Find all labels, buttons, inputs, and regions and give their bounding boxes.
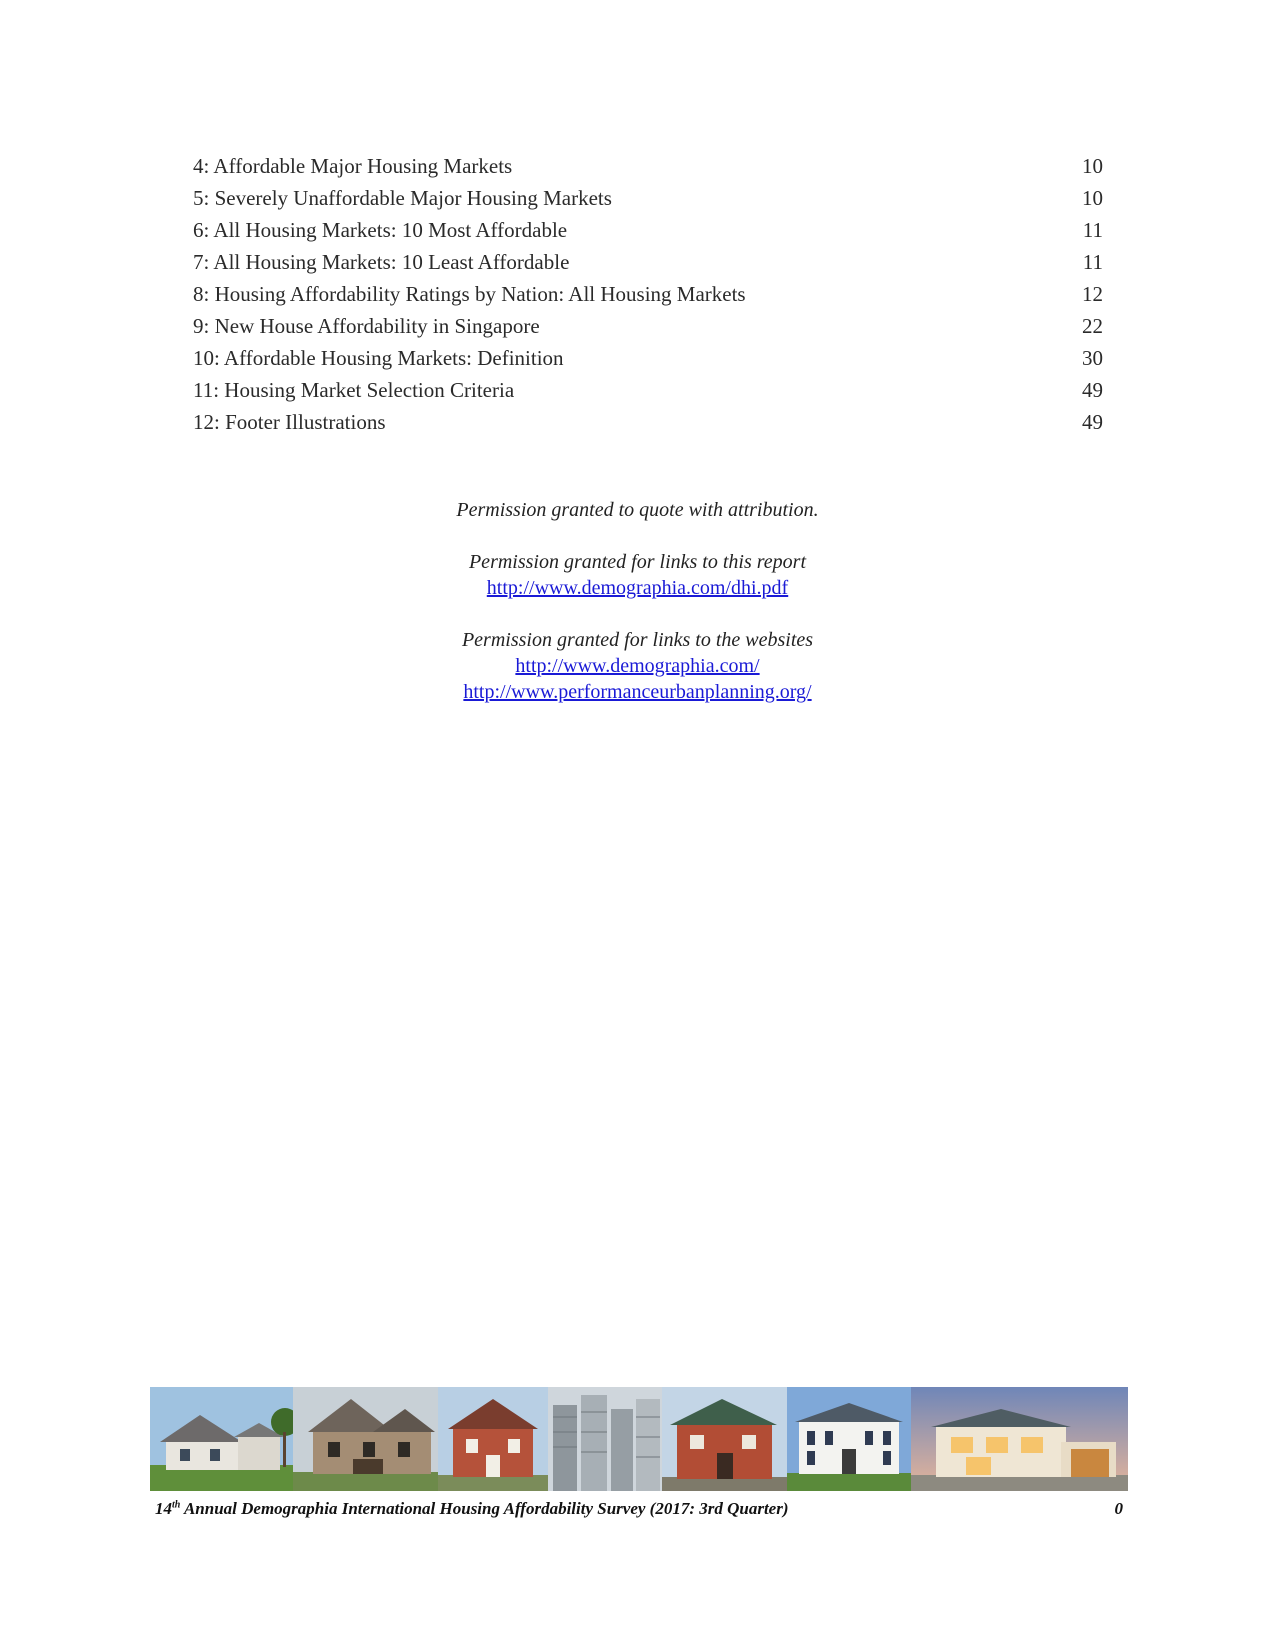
- report-link[interactable]: http://www.demographia.com/dhi.pdf: [486, 577, 789, 599]
- toc-label: 5: Severely Unaffordable Major Housing Markets: [193, 186, 612, 210]
- permission-quote-block: [0, 497, 1275, 523]
- footer-house-photos: [150, 1387, 1128, 1491]
- house-photo-7: [911, 1387, 1128, 1491]
- performance-urban-planning-link[interactable]: http://www.performanceurbanplanning.org/: [463, 681, 812, 703]
- toc-row[interactable]: [193, 278, 1103, 310]
- toc-row[interactable]: [193, 150, 1103, 182]
- house-photo-3: [438, 1387, 548, 1491]
- permission-report-block: [0, 549, 1275, 601]
- toc-label: 12: Footer Illustrations: [193, 410, 386, 434]
- toc-label: 9: New House Affordability in Singapore: [193, 314, 540, 338]
- footer-title-text: Annual Demographia International Housing Affordability Survey (2017: 3rd Quarter): [180, 1499, 789, 1518]
- permission-quote-note: Permission granted to quote with attribution.: [456, 499, 819, 521]
- toc-row[interactable]: [193, 214, 1103, 246]
- toc-page: 12: [1082, 282, 1103, 306]
- house-photo-1: [150, 1387, 293, 1491]
- permission-report-note: Permission granted for links to this report: [468, 551, 807, 573]
- toc-page: 11: [1082, 250, 1103, 274]
- house-photo-4: [548, 1387, 662, 1491]
- demographia-link[interactable]: http://www.demographia.com/: [515, 655, 760, 677]
- permission-websites-block: [0, 627, 1275, 705]
- toc-page: 10: [1082, 154, 1103, 178]
- toc-label: 8: Housing Affordability Ratings by Nation: All Housing Markets: [193, 282, 746, 306]
- house-photo-2: [293, 1387, 438, 1491]
- toc-row[interactable]: [193, 374, 1103, 406]
- permission-websites-note: Permission granted for links to the websites: [461, 629, 814, 651]
- toc-page: 22: [1082, 314, 1103, 338]
- toc-label: 7: All Housing Markets: 10 Least Affordable: [193, 250, 570, 274]
- toc-page: 49: [1082, 410, 1103, 434]
- house-photo-6: [787, 1387, 911, 1491]
- toc-row[interactable]: [193, 310, 1103, 342]
- toc-page: 11: [1082, 218, 1103, 242]
- footer-title: [155, 1499, 789, 1519]
- page-footer: [155, 1499, 1123, 1519]
- house-photo-5: [662, 1387, 787, 1491]
- toc-row[interactable]: [193, 342, 1103, 374]
- toc-page: 10: [1082, 186, 1103, 210]
- toc-page: 49: [1082, 378, 1103, 402]
- toc-label: 4: Affordable Major Housing Markets: [193, 154, 513, 178]
- toc-row[interactable]: [193, 182, 1103, 214]
- toc-label: 10: Affordable Housing Markets: Definition: [193, 346, 564, 370]
- toc-label: 6: All Housing Markets: 10 Most Affordable: [193, 218, 568, 242]
- footer-ordinal-number: 14: [155, 1499, 172, 1518]
- toc-row[interactable]: [193, 246, 1103, 278]
- footer-ordinal-suffix: th: [172, 1499, 181, 1511]
- toc-row[interactable]: [193, 406, 1103, 438]
- toc-label: 11: Housing Market Selection Criteria: [193, 378, 515, 402]
- table-of-contents: [193, 150, 1103, 438]
- toc-page: 30: [1082, 346, 1103, 370]
- footer-page-number: 0: [1114, 1499, 1123, 1518]
